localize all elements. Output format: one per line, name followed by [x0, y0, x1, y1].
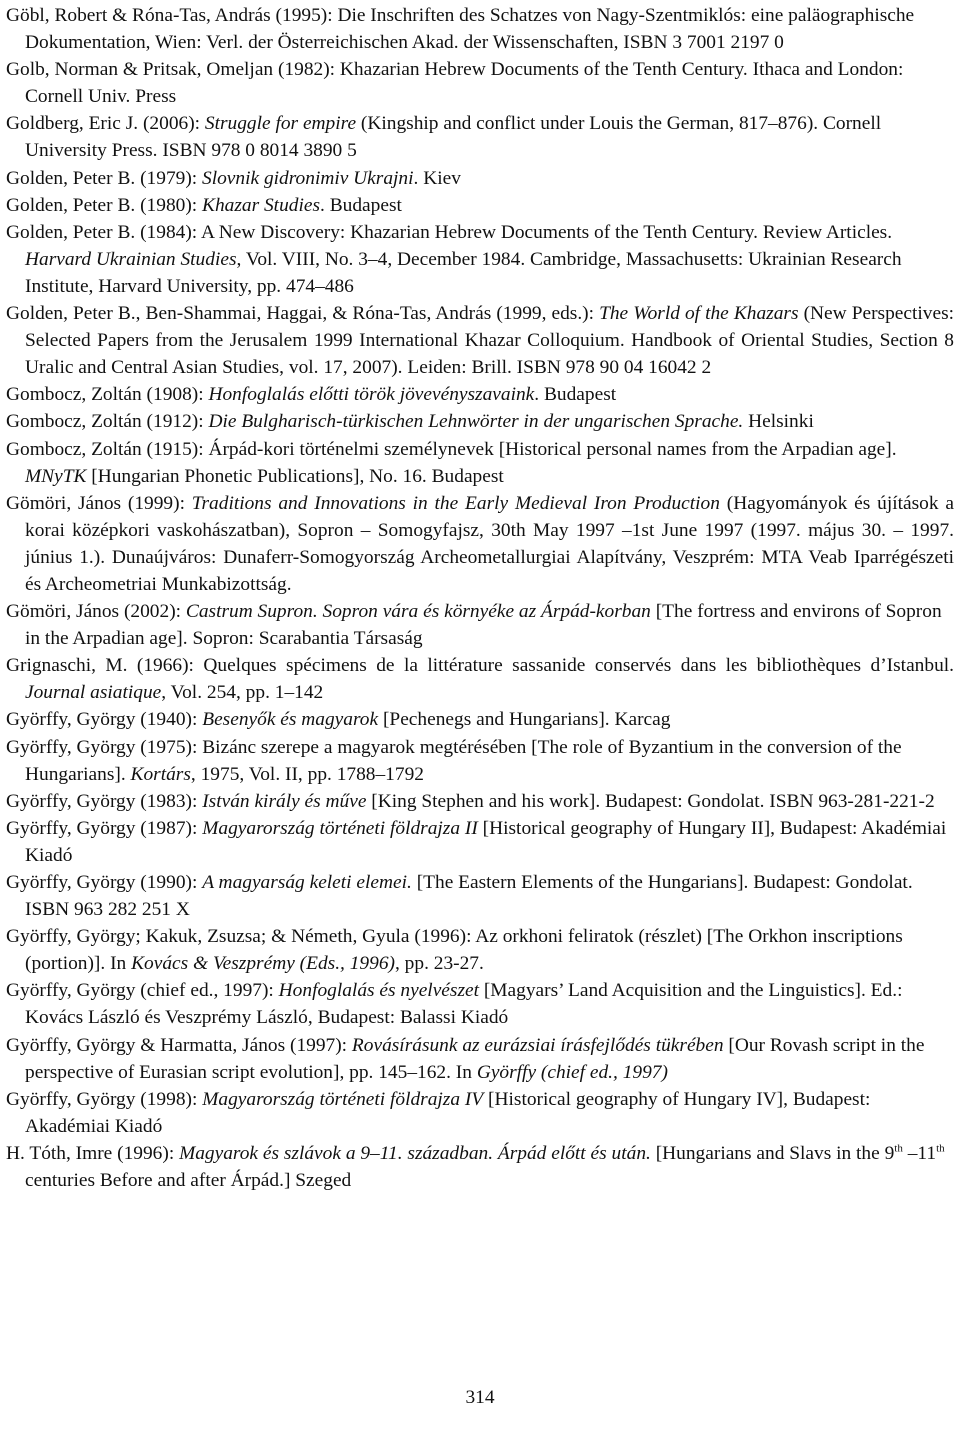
bibliography-entry [6, 436, 954, 490]
superscript: th [894, 1142, 903, 1155]
entry-text: Göbl, Robert & Róna-Tas, András (1995): Die Inschriften des Schatzes von Nagy-Szentmiklós: eine paläographische Dokumentation, Wien: Verl. der Österreichischen Akad. der Wissenschaften, ISBN 3 7001 2197 0 [6, 5, 915, 54]
entry-text: Golden, Peter B. (1979): [6, 167, 203, 189]
entry-text: [Historical geography of Hungary IV], Budapest: Akadémiai Kiadó [25, 1088, 871, 1137]
italic-title: Castrum Supron. Sopron vára és környéke az Árpád-korban [185, 601, 651, 623]
entry-text: [The Eastern Elements of the Hungarians]. Budapest: Gondolat. ISBN 963 282 251 X [25, 872, 913, 921]
entry-text: Gömöri, János (1999): [6, 492, 192, 514]
bibliography-entry [6, 165, 954, 192]
bibliography-entry [6, 977, 954, 1031]
entry-text: (New Perspectives: Selected Papers from the Jerusalem 1999 International Khazar Colloquium. Handbook of Oriental Studies, Section 8 Uralic and Central Asian Studies, vol. 17, 2007). Leiden: Brill. ISBN 978 90 04 16042 2 [25, 303, 955, 379]
italic-title: Die Bulgharisch-türkischen Lehnwörter in der ungarischen Sprache. [208, 411, 744, 433]
entry-text: Golden, Peter B., Ben-Shammai, Haggai, & Róna-Tas, András (1999, eds.): [6, 303, 600, 325]
bibliography-list [6, 2, 954, 1194]
italic-title: Harvard Ukrainian Studies [25, 248, 237, 270]
bibliography-entry [6, 1140, 954, 1194]
italic-title: Khazar Studies [202, 194, 321, 216]
entry-text: (Hagyományok és újítások a korai középkori vaskohászatban), Sopron – Somogyfajsz, 30th May 1997 –1st June 1997 (1997. május 30. – 1997. június 1.). Dunaújváros: Dunaferr-Somogyország Archeometallurgiai Alapítvány, Veszprém: MTA Veab Iparrégészeti és Archeometriai Munkabizottság. [25, 492, 954, 595]
bibliography-entry [6, 869, 954, 923]
entry-text: [Magyars’ Land Acquisition and the Linguistics]. Ed.: Kovács László és Veszprémy László, Budapest: Balassi Kiadó [25, 980, 903, 1029]
entry-text: Grignaschi, M. (1966): Quelques spécimens de la littérature sassanide conservés dans les bibliothèques d’Istanbul. [6, 655, 954, 677]
bibliography-entry [6, 734, 954, 788]
bibliography-entry [6, 56, 954, 110]
bibliography-entry [6, 2, 954, 56]
bibliography-entry [6, 815, 954, 869]
entry-text: [Hungarian Phonetic Publications], No. 16. Budapest [86, 465, 504, 487]
entry-text: Gombocz, Zoltán (1915): Árpád-kori történelmi személynevek [Historical personal names from the Arpadian age]. [6, 438, 897, 460]
entry-text: –11 [902, 1142, 937, 1164]
italic-title: Struggle for empire [204, 113, 357, 135]
entry-text: Györffy, György; Kakuk, Zsuzsa; & Németh, Gyula (1996): Az orkhoni feliratok (részlet) [The Orkhon inscriptions (portion)]. In [6, 926, 903, 975]
italic-title: Magyarország történeti földrajza II [202, 817, 478, 839]
entry-text: Györffy, György (chief ed., 1997): [6, 980, 279, 1002]
bibliography-entry [6, 110, 954, 164]
entry-text: Golden, Peter B. (1980): [6, 194, 203, 216]
italic-title: Magyarok és szlávok a 9–11. században. Árpád előtt és után. [179, 1142, 651, 1164]
entry-text: , pp. 23-27. [394, 953, 484, 975]
entry-text: . Budapest [320, 194, 402, 216]
italic-title: The World of the Khazars [599, 303, 799, 325]
italic-title: Traditions and Innovations in the Early Medieval Iron Production [191, 492, 720, 514]
italic-title: Kovács & Veszprémy (Eds., 1996) [131, 953, 395, 975]
entry-text: [Our Rovash script in the perspective of Eurasian script evolution], pp. 145–162. In [25, 1034, 925, 1083]
bibliography-entry [6, 788, 954, 815]
bibliography-entry [6, 598, 954, 652]
entry-text: [King Stephen and his work]. Budapest: Gondolat. ISBN 963-281-221-2 [366, 790, 935, 812]
entry-text: Györffy, György (1983): [6, 790, 203, 812]
entry-text: , Vol. VIII, No. 3–4, December 1984. Cambridge, Massachusetts: Ukrainian Research Institute, Harvard University, pp. 474–486 [25, 248, 902, 297]
entry-text: Gömöri, János (2002): [6, 601, 186, 623]
entry-text: Györffy, György (1975): Bizánc szerepe a magyarok megtérésében [The role of Byzantium in the conversion of the Hungarians]. [6, 736, 902, 785]
entry-text: Golden, Peter B. (1984): A New Discovery: Khazarian Hebrew Documents of the Tenth Century. Review Articles. [6, 221, 893, 243]
italic-title: Honfoglalás és nyelvészet [278, 980, 479, 1002]
entry-text: Györffy, György & Harmatta, János (1997): [6, 1034, 352, 1056]
entry-text: . Kiev [413, 167, 461, 189]
entry-text: Györffy, György (1998): [6, 1088, 203, 1110]
entry-text: H. Tóth, Imre (1996): [6, 1142, 180, 1164]
entry-text: , Vol. 254, pp. 1–142 [161, 682, 324, 704]
italic-title: MNyTK [25, 465, 87, 487]
entry-text: Györffy, György (1940): [6, 709, 203, 731]
entry-text: [Pechenegs and Hungarians]. Karcag [378, 709, 671, 731]
bibliography-entry [6, 1032, 954, 1086]
bibliography-entry [6, 219, 954, 300]
entry-text: Gombocz, Zoltán (1912): [6, 411, 209, 433]
entry-text: Helsinki [743, 411, 814, 433]
bibliography-entry [6, 408, 954, 435]
bibliography-entry [6, 652, 954, 706]
page-number: 314 [465, 1387, 495, 1408]
bibliography-entry [6, 192, 954, 219]
entry-text: [Hungarians and Slavs in the 9 [650, 1142, 895, 1164]
superscript: th [936, 1142, 945, 1155]
italic-title: Honfoglalás előtti török jövevényszavaink [208, 384, 535, 406]
italic-title: Györffy (chief ed., 1997) [476, 1061, 668, 1083]
entry-text: Goldberg, Eric J. (2006): [6, 113, 205, 135]
bibliography-entry [6, 490, 954, 598]
entry-text: Gombocz, Zoltán (1908): [6, 384, 209, 406]
italic-title: Slovnik gidronimiv Ukrajni [202, 167, 414, 189]
italic-title: Kortárs [130, 763, 191, 785]
bibliography-entry [6, 300, 954, 381]
italic-title: Magyarország történeti földrajza IV [202, 1088, 484, 1110]
bibliography-entry [6, 381, 954, 408]
entry-text: Golb, Norman & Pritsak, Omeljan (1982): Khazarian Hebrew Documents of the Tenth Century. Ithaca and London: Cornell Univ. Press [6, 59, 904, 108]
entry-text: [Historical geography of Hungary II], Budapest: Akadémiai Kiadó [25, 817, 947, 866]
entry-text: . Budapest [534, 384, 617, 406]
entry-text: [The fortress and environs of Sopron in the Arpadian age]. Sopron: Scarabantia Társaság [25, 601, 942, 650]
entry-text: centuries Before and after Árpád.] Szeged [25, 1170, 352, 1192]
bibliography-entry [6, 1086, 954, 1140]
italic-title: István király és műve [202, 790, 367, 812]
italic-title: Besenyők és magyarok [202, 709, 379, 731]
entry-text: (Kingship and conflict under Louis the German, 817–876). Cornell University Press. ISBN 978 0 8014 3890 5 [25, 113, 882, 162]
italic-title: A magyarság keleti elemei. [202, 872, 412, 893]
entry-text: Györffy, György (1990): [6, 872, 203, 893]
entry-text: Györffy, György (1987): [6, 817, 203, 839]
italic-title: Journal asiatique [25, 682, 162, 704]
bibliography-entry [6, 923, 954, 977]
entry-text: , 1975, Vol. II, pp. 1788–1792 [190, 763, 424, 785]
italic-title: Rovásírásunk az eurázsiai írásfejlődés tükrében [351, 1034, 724, 1056]
bibliography-entry [6, 706, 954, 733]
